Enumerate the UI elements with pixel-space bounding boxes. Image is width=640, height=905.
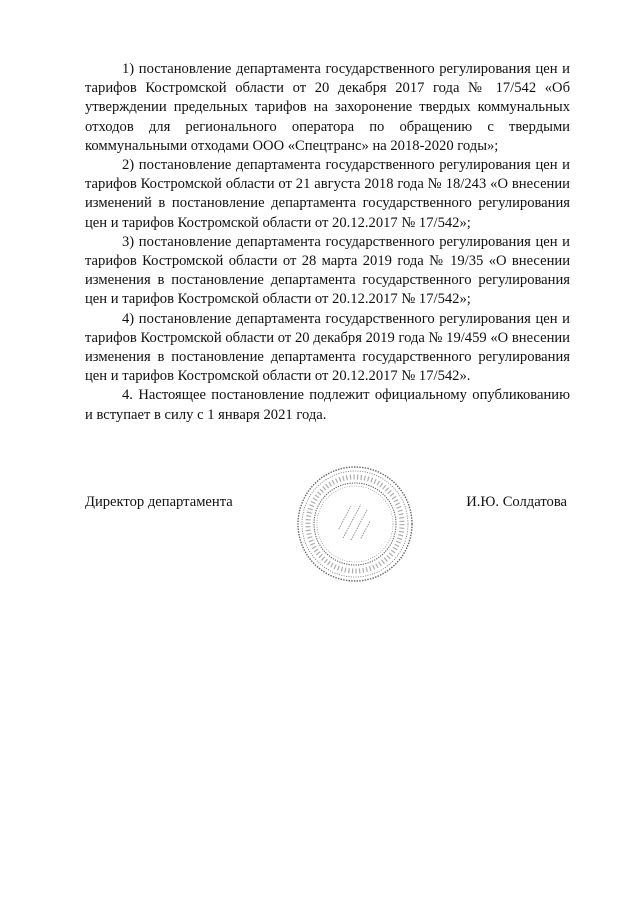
official-seal-icon (293, 462, 417, 586)
paragraph-item-3: 3) постановление департамента государственного регулирования цен и тарифов Костромской области от 28 марта 2019 года № 19/35 «О внесении изменения в постановление департамента государственного регулирования цен и тарифов Костромской области от 20.12.2017 № 17/542»; (85, 233, 570, 308)
paragraph-item-4: 4) постановление департамента государственного регулирования цен и тарифов Костромской области от 20 декабря 2019 года № 19/459 «О внесении изменения в постановление департамента государственного регулирования цен и тарифов Костромской области от 20.12.2017 № 17/542». (85, 310, 570, 385)
document-body (85, 60, 570, 425)
signatory-name: И.Ю. Солдатова (466, 494, 567, 510)
paragraph-clause-4: 4. Настоящее постановление подлежит официальному опубликованию и вступает в силу с 1 января 2021 года. (85, 387, 570, 423)
paragraph-item-2: 2) постановление департамента государственного регулирования цен и тарифов Костромской области от 21 августа 2018 года № 18/243 «О внесении изменений в постановление департамента государственного регулирования цен и тарифов Костромской области от 20.12.2017 № 17/542»; (85, 157, 570, 231)
signatory-position: Директор департамента (85, 494, 233, 510)
paragraph-item-1: 1) постановление департамента государственного регулирования цен и тарифов Костромской области от 20 декабря 2017 года № 17/542 «Об утверждении предельных тарифов на захоронение твердых коммунальных отходов для регионального оператора по обращению с твердыми коммунальными отходами ООО «Спецтранс» на 2018-2020 годы»; (85, 61, 570, 154)
